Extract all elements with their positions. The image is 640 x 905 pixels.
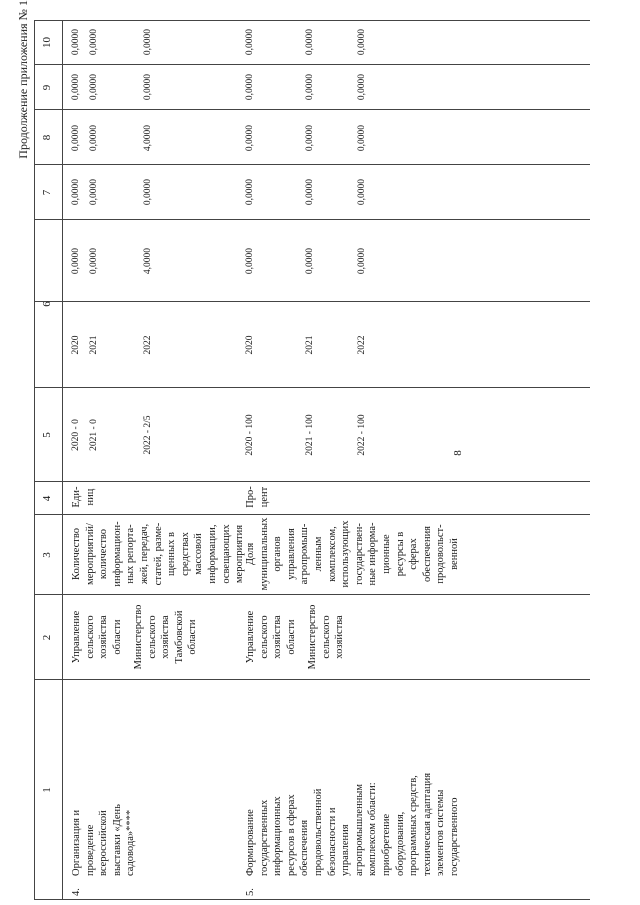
- funding-total: 4,0000: [143, 247, 153, 275]
- row-number: 5.: [245, 888, 256, 896]
- funding-local: 0,0000: [305, 73, 315, 101]
- column-header-3: 3: [41, 552, 53, 558]
- funding-federal: 0,0000: [305, 178, 315, 206]
- column-divider: [34, 164, 590, 165]
- column-divider-inner: [62, 301, 590, 302]
- unit-of-measure: Еди- ниц: [71, 486, 96, 508]
- funding-regional: 0,0000: [357, 124, 367, 152]
- funding-other: 0,0000: [305, 28, 315, 56]
- funding-regional: 0,0000: [89, 124, 99, 152]
- funding-regional: 4,0000: [143, 124, 153, 152]
- executor-secondary: Министерство сельского хозяйства Тамбовской области: [133, 604, 199, 670]
- column-divider: [34, 679, 590, 680]
- column-header-5: 5: [41, 432, 53, 438]
- year: 2020: [71, 335, 81, 355]
- funding-other: 0,0000: [71, 28, 81, 56]
- funding-federal: 0,0000: [143, 178, 153, 206]
- column-divider: [34, 481, 590, 482]
- column-divider: [34, 594, 590, 595]
- funding-regional: 0,0000: [305, 124, 315, 152]
- header-divider: [62, 20, 63, 900]
- funding-other: 0,0000: [89, 28, 99, 56]
- funding-other: 0,0000: [143, 28, 153, 56]
- year: 2021: [305, 335, 315, 355]
- indicator-value: 2022 - 2/5: [143, 415, 153, 455]
- funding-total: 0,0000: [89, 247, 99, 275]
- column-header-8: 8: [41, 134, 53, 141]
- column-divider: [34, 387, 590, 388]
- column-header-4: 4: [41, 495, 53, 502]
- appendix-continuation-note: Продолжение приложения № 1: [16, 0, 30, 159]
- measure-name: Формирование государственных информационных ресурсов в сферах обеспечения продовольственной безопасности и управления агропромышленным комплексом области: приобретение оборудования, программных средств, техническая адаптация элементов системы государственного: [245, 772, 460, 876]
- column-header-6: 6: [41, 301, 53, 307]
- row-number: 4.: [71, 888, 82, 896]
- funding-local: 0,0000: [71, 73, 81, 101]
- column-header-7: 7: [41, 189, 53, 196]
- measure-name: Организация и проведение всероссийской выставки «День садовода»****: [71, 804, 137, 876]
- indicator-name: Доля муниципальных органов управления агропромыш- ленным комплексом, использующих государствен- ные информа- ционные ресурсы в сферах обеспечения продовольст- венной: [245, 517, 460, 591]
- funding-other: 0,0000: [245, 28, 255, 56]
- funding-total: 0,0000: [357, 247, 367, 275]
- indicator-value: 2022 - 100: [357, 414, 367, 456]
- year: 2022: [143, 335, 153, 355]
- funding-federal: 0,0000: [245, 178, 255, 206]
- indicator-value: 2021 - 0: [89, 419, 99, 451]
- executor-primary: Управление сельского хозяйства области: [71, 610, 123, 664]
- funding-total: 0,0000: [305, 247, 315, 275]
- data-table: [34, 20, 590, 900]
- funding-local: 0,0000: [357, 73, 367, 101]
- column-divider: [34, 109, 590, 110]
- indicator-name: Количество мероприятий/ количество информацион- ных репорта- жей, передач, статей, разме- щенных в средствах массовой информации, освещающих мероприятия: [71, 521, 246, 587]
- indicator-value: 2020 - 0: [71, 419, 81, 451]
- funding-local: 0,0000: [89, 73, 99, 101]
- funding-local: 0,0000: [245, 73, 255, 101]
- column-divider: [34, 219, 590, 220]
- column-header-2: 2: [41, 634, 53, 641]
- unit-of-measure: Про- цент: [245, 486, 270, 508]
- funding-federal: 0,0000: [357, 178, 367, 206]
- funding-federal: 0,0000: [89, 178, 99, 206]
- funding-regional: 0,0000: [245, 124, 255, 152]
- column-header-1: 1: [41, 787, 53, 793]
- table-border-top: [34, 20, 35, 900]
- funding-federal: 0,0000: [71, 178, 81, 206]
- year: 2020: [245, 335, 255, 355]
- column-divider: [34, 899, 590, 900]
- funding-other: 0,0000: [357, 28, 367, 56]
- column-header-10: 10: [41, 37, 53, 48]
- funding-total: 0,0000: [71, 247, 81, 275]
- year: 2022: [357, 335, 367, 355]
- executor-primary: Управление сельского хозяйства области: [245, 610, 297, 664]
- column-header-9: 9: [41, 84, 53, 91]
- year: 2021: [89, 335, 99, 355]
- page-number: 8: [452, 450, 464, 456]
- executor-secondary: Министерство сельского хозяйства: [307, 604, 346, 670]
- indicator-value: 2021 - 100: [305, 414, 315, 456]
- funding-regional: 0,0000: [71, 124, 81, 152]
- funding-local: 0,0000: [143, 73, 153, 101]
- indicator-value: 2020 - 100: [245, 414, 255, 456]
- funding-total: 0,0000: [245, 247, 255, 275]
